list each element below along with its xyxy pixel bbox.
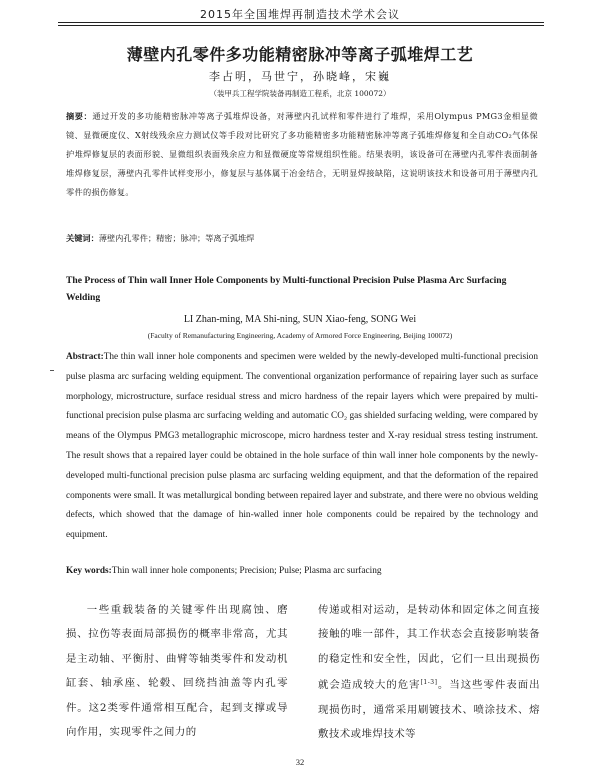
- chinese-authors: 李占明，马世宁，孙晓峰，宋巍: [209, 70, 391, 83]
- english-keywords: [66, 566, 538, 576]
- citation-ref: [1-3]: [420, 679, 438, 687]
- running-header: 2015年全国堆焊再制造技术学术会议: [200, 8, 400, 21]
- chinese-keywords-text: 薄壁内孔零件；精密；脉冲；等离子弧堆焊: [98, 233, 255, 243]
- english-affiliation: (Faculty of Remanufacturing Engineering, Academy of Armored Force Engineering, Beijing 100072): [147, 331, 453, 340]
- english-abstract-label: Abstract:: [66, 352, 104, 362]
- chinese-affiliation: （装甲兵工程学院装备再制造工程系，北京 100072）: [209, 89, 391, 98]
- body-left-column: 一些重载装备的关键零件出现腐蚀、磨损、拉伤等表面局部损伤的概率非常高，尤其是主动轴、平衡肘、曲臂等轴类零件和发动机缸套、轴承座、轮毂、回绕挡油盖等内孔零件。这2类零件通常相互配合，起到支撑或导向作用，实现零件之间力的: [66, 604, 288, 739]
- header-rule-top: [58, 22, 544, 23]
- chinese-abstract: [66, 107, 538, 202]
- margin-mark: [50, 370, 54, 371]
- chinese-keywords-label: 关键词：: [66, 233, 99, 243]
- page-number: 32: [295, 757, 305, 767]
- english-abstract: [66, 348, 538, 546]
- body-right-column: [318, 598, 540, 746]
- body-columns: [66, 598, 540, 748]
- english-title: The Process of Thin wall Inner Hole Components by Multi-functional Precision Pulse Plasma Arc Surfacing Welding: [66, 275, 507, 303]
- body-right-text-a: 传递或相对运动，是转动体和固定体之间直接接触的唯一部件，其工作状态会直接影响装备的稳定性和安全性，因此，它们一旦出现损伤就会造成较大的危害: [318, 604, 540, 692]
- english-keywords-text: Thin wall inner hole components; Precision; Pulse; Plasma arc surfacing: [111, 566, 382, 576]
- chinese-abstract-label: 摘要：: [66, 111, 93, 121]
- chinese-abstract-text: 通过开发的多功能精密脉冲等离子弧堆焊设备，对薄壁内孔试样和零件进行了堆焊，采用Olympus PMG3金相显微镜、显微硬度仪、X射线残余应力测试仪等手段对比研究了多功能精密多功能精密脉冲等离子弧堆焊修复和全自动CO₂气体保护堆焊修复层的表面形貌、显微组织表面残余应力和显微硬度等常规组织性能。结果表明，该设备可在薄壁内孔零件表面制备堆焊修复层，薄壁内孔零件试样变形小，修复层与基体属于冶金结合，无明显焊接缺陷，这说明该技术和设备可用于薄壁内孔零件的损伤修复。: [66, 111, 538, 197]
- chinese-title: 薄壁内孔零件多功能精密脉冲等离子弧堆焊工艺: [126, 45, 474, 64]
- header-rule-bottom: [58, 25, 544, 26]
- chinese-keywords: [66, 233, 538, 244]
- english-authors: LI Zhan-ming, MA Shi-ning, SUN Xiao-feng, SONG Wei: [183, 314, 417, 325]
- english-abstract-text: The thin wall inner hole components and specimen were welded by the newly-developed multi-functional precision pulse plasma arc surfacing welding equipment. The conventional organization performance of repairing layer such as surface morphology, microstructure, surface residual stress and micro hardness of the repair layers which were prepaired by multi-functional precision pulse plasma arc surfacing welding and automatic CO₂ gas shielded surfacing welding, were compared by means of the Olympus PMG3 metallographic microscope, micro hardness tester and X-ray residual stress testing instrument. The result shows that a repaired layer could be obtained in the hole surface of thin wall inner hole components by the newly-developed multi-functional precision pulse plasma arc surfacing welding equipment, and that the deformation of the repaired components were small. It was metallurgical bonding between repaired layer and substrate, and there were no obvious welding defects, which showed that the damage of hin-walled inner hole components could be repaired by the technology and equipment.: [66, 352, 539, 541]
- body-right-text-b: 。当这些零件表面出现损伤时，通常采用刷镀技术、喷涂技术、熔敷技术或堆焊技术等: [318, 679, 540, 741]
- english-keywords-label: Key words:: [66, 566, 112, 576]
